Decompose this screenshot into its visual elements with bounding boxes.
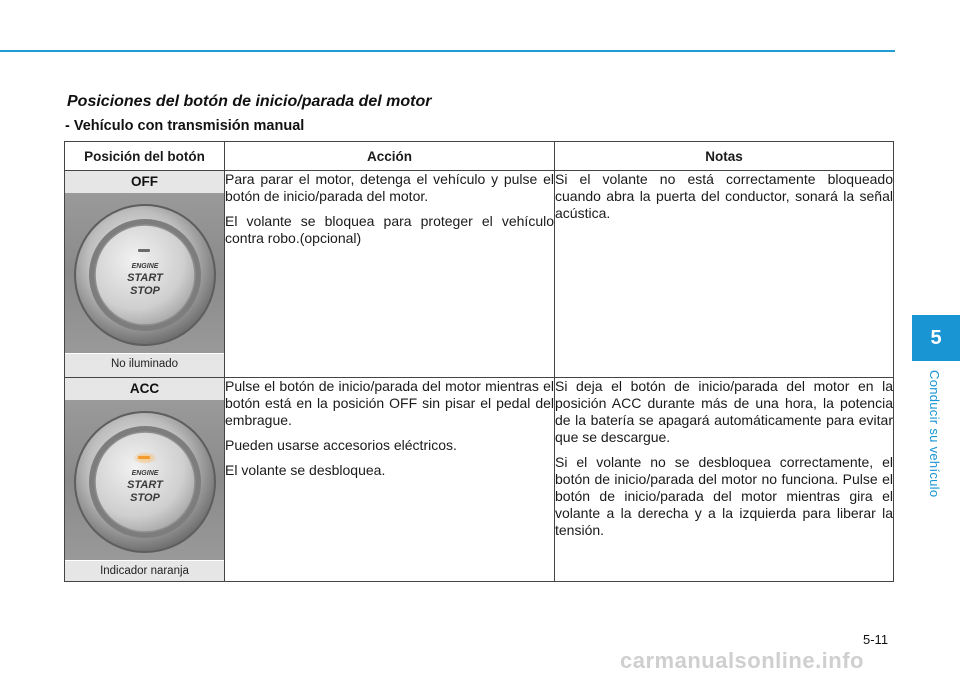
table-row (65, 171, 894, 378)
button-text-stop: STOP (130, 492, 160, 504)
image-caption: Indicador naranja (65, 560, 224, 581)
notes-text: Si el volante no está correctamente bloqueado cuando abra la puerta del conductor, sonará la señal acústica. (555, 171, 893, 221)
indicator-light (138, 249, 150, 252)
page-number: 5-11 (863, 632, 889, 647)
notes-cell (555, 378, 894, 582)
header-position: Posición del botón (65, 142, 225, 171)
action-cell (225, 171, 555, 378)
engine-button-image (65, 193, 224, 353)
chapter-label: Conducir su vehículo (927, 370, 942, 498)
position-label: ACC (129, 381, 160, 396)
engine-button-image (65, 400, 224, 560)
header-notes: Notas (555, 142, 894, 171)
notes-cell (555, 171, 894, 378)
action-text: El volante se desbloquea. (225, 462, 386, 478)
chapter-tab (912, 315, 960, 361)
image-caption: No iluminado (65, 353, 224, 374)
table-row (65, 378, 894, 582)
header-action: Acción (225, 142, 555, 171)
engine-start-stop-button-icon (65, 400, 225, 560)
position-cell (65, 171, 225, 378)
notes-text: Si el volante no se desbloquea correctamente, el botón de inicio/parada del motor no funciona. Pulse el botón de inicio/parada del motor mientras gira el volante a la derecha y a la izquierda para liberar la tensión. (555, 454, 893, 538)
action-text: Pueden usarse accesorios eléctricos. (225, 437, 457, 453)
engine-start-stop-button-icon (65, 193, 225, 353)
button-text-stop: STOP (130, 285, 160, 297)
top-rule (0, 50, 895, 52)
button-positions-table (64, 141, 894, 582)
notes-text: Si deja el botón de inicio/parada del motor en la posición ACC durante más de una hora, la potencia de la batería se apagará automáticamente para evitar que se descargue. (555, 378, 893, 445)
action-text: Pulse el botón de inicio/parada del motor mientras el botón está en la posición OFF sin pisar el pedal del embrague. (225, 378, 554, 428)
position-label: OFF (131, 174, 158, 189)
button-text-start: START (127, 479, 163, 491)
table-header-row (65, 142, 894, 171)
section-subtitle: - Vehículo con transmisión manual (65, 118, 305, 134)
action-text: Para parar el motor, detenga el vehículo y pulse el botón de inicio/parada del motor. (225, 171, 554, 204)
action-text: El volante se bloquea para proteger el vehículo contra robo.(opcional) (225, 213, 554, 246)
button-text-engine: ENGINE (131, 263, 159, 270)
action-cell (225, 378, 555, 582)
button-text-engine: ENGINE (131, 470, 159, 477)
indicator-light (138, 456, 150, 459)
button-text-start: START (127, 272, 163, 284)
watermark: carmanualsonline.info (620, 648, 864, 673)
chapter-number: 5 (930, 326, 942, 349)
position-cell (65, 378, 225, 582)
section-title: Posiciones del botón de inicio/parada del motor (67, 93, 432, 110)
